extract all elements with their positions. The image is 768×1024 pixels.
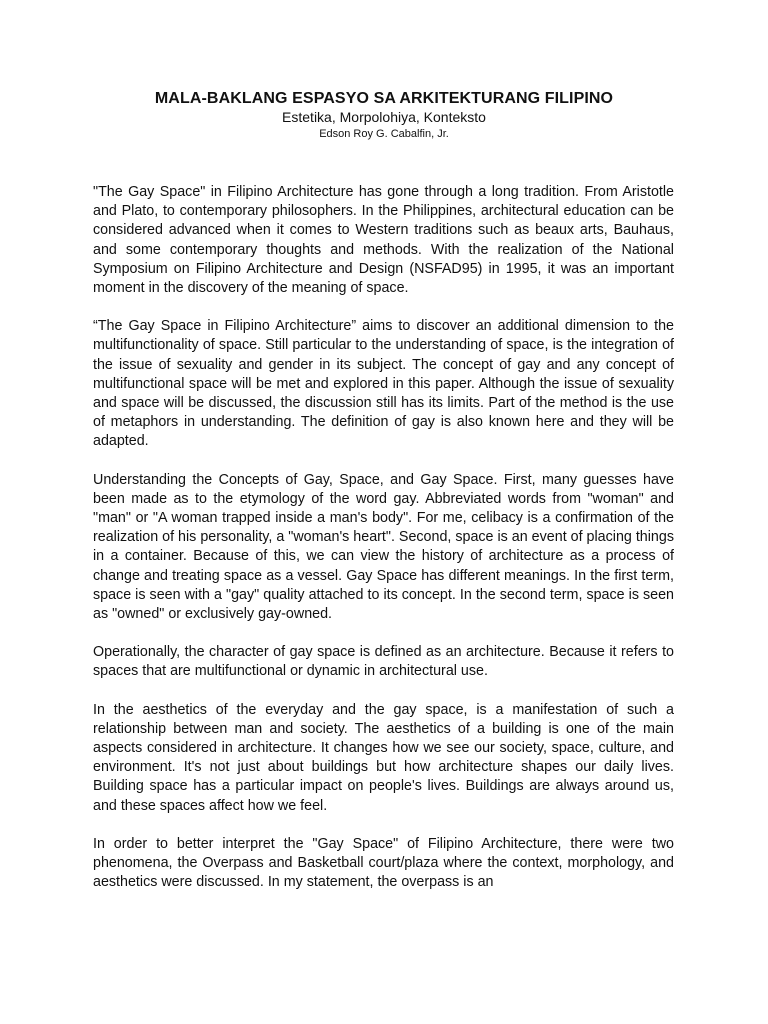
- paragraph: In order to better interpret the "Gay Space" of Filipino Architecture, there were two phenomena, the Overpass and Basketball court/plaza where the context, morphology, and aesthetics were discussed. In my statement, the overpass is an: [93, 835, 674, 891]
- document-title: MALA-BAKLANG ESPASYO SA ARKITEKTURANG FILIPINO: [154, 90, 614, 107]
- paragraph: Understanding the Concepts of Gay, Space, and Gay Space. First, many guesses have been made as to the etymology of the word gay. Abbreviated words from "woman" and "man" or "A woman trapped inside a man's body". For me, celibacy is a confirmation of the realization of his personality, a "woman's heart". Second, space is an event of placing things in a container. Because of this, we can view the history of architecture as a process of change and treating space as a vessel. Gay Space has different meanings. In the first term, space is seen with a "gay" quality attached to its concept. In the second term, space is seen as "owned" or exclusively gay-owned.: [93, 471, 674, 623]
- document-author: Edson Roy G. Cabalfin, Jr.: [319, 128, 449, 140]
- paragraph: In the aesthetics of the everyday and the gay space, is a manifestation of such a relationship between man and society. The aesthetics of a building is one of the main aspects considered in architecture. It changes how we see our society, space, culture, and environment. It's not just about buildings but how architecture shapes our daily lives. Building space has a particular impact on people's lives. Buildings are always around us, and these spaces affect how we feel.: [93, 701, 674, 814]
- paragraph: Operationally, the character of gay space is defined as an architecture. Because it refers to spaces that are multifunctional or dynamic in architectural use.: [93, 644, 674, 680]
- paragraph: “The Gay Space in Filipino Architecture” aims to discover an additional dimension to the multifunctionality of space. Still particular to the understanding of space, is the integration of the issue of sexuality and gender in its subject. The concept of gay and any concept of multifunctional space will be met and explored in this paper. Although the issue of sexuality and space will be discussed, the discussion still has its limits. Part of the method is the use of metaphors in understanding. The definition of gay is also known here and they will be adapted.: [93, 318, 674, 450]
- paragraph: "The Gay Space" in Filipino Architecture has gone through a long tradition. From Aristotle and Plato, to contemporary philosophers. In the Philippines, architectural education can be considered advanced when it comes to Western traditions such as beaux arts, Bauhaus, and some contemporary thoughts and methods. With the realization of the National Symposium on Filipino Architecture and Design (NSFAD95) in 1995, it was an important moment in the discovery of the meaning of space.: [93, 184, 674, 297]
- document-body: [93, 183, 674, 912]
- document-subtitle: Estetika, Morpolohiya, Konteksto: [282, 109, 486, 125]
